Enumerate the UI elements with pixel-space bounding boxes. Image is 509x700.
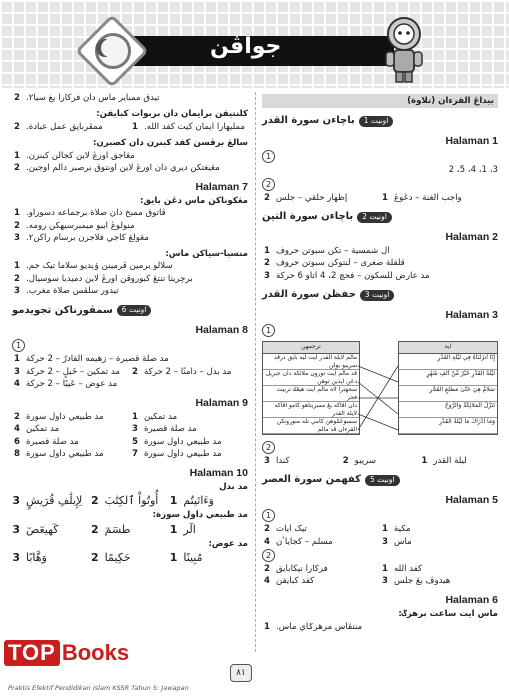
right-column <box>262 92 498 633</box>
matching-tables <box>262 341 498 437</box>
table-row: مالم لايلة القدر ايت ليه بايق درڤد سريبو بولن <box>263 354 359 370</box>
unit-title: باچاءن سورة التين <box>262 211 354 223</box>
halaman-heading: Halaman 2 <box>445 230 498 243</box>
section-heading: منسيا-سياکن ماس: <box>165 248 248 259</box>
section-heading: ماس ايت ساعت برهرݢ: <box>398 609 498 620</box>
table-row: دان اڤاکه يڠ ممبريتاهو کامو اڤاکه لايلة القدر <box>263 402 359 418</box>
list-item: 1 ال شمسية – تکن سبوتن حروف <box>264 245 390 256</box>
unit-title: سمڤورناکن تجويدمو <box>12 304 113 316</box>
list-item: 3 تيدور سلڤس صلاة مغرب. <box>14 286 119 297</box>
list-item: 2 تيدق ممباير ماس دان فركارا يغ سيا۲. <box>14 93 160 103</box>
section-heading: سالڠ برڤسن کفد کبنرن دان کصبرن: <box>92 138 248 149</box>
halaman-heading: Halaman 1 <box>445 134 498 147</box>
unit-title: کفهمن سورة العصر <box>262 474 361 486</box>
table-row: سجهترا لاه مالم ايت هيڠݢ تربيت فجر <box>263 386 359 402</box>
unit-badge: اونيت 2 <box>357 212 392 223</box>
list-item: 3 مڠولڠ کاجي فلاجرن برسام راکن۲. <box>14 233 149 244</box>
question-number-circle: 1 <box>262 150 498 163</box>
unit-heading <box>262 473 498 488</box>
answer-grid: 1 مکية 2 تيک ايات 3 ماس 4 مسلم – کجاياٴن <box>264 524 412 547</box>
verse-table: اية إِنَّا أَنزَلْنَاهُ فِي لَيْلَةِ الْقَدْرِ لَيْلَةُ الْقَدْرِ خَيْرٌ مِّنْ أَلْفِ شَهْرٍ سَلَامٌ هِيَ حَتَّىٰ مَطْلَعِ الْفَجْرِ تَنَزَّلُ الْمَلَائِكَةُ وَالرُّوحُ وَمَا أَدْرَاكَ مَا لَيْلَةُ الْقَدْرِ <box>398 341 498 435</box>
section-heading: مد بدل <box>219 481 248 492</box>
list-item: 2 منولوڠ ايبو ميمبرسيهکن رومه. <box>14 220 135 231</box>
list-item: 2 برچريتا تنتڠ کبوروقن اورڠ لاين دميديا سوسيال. <box>14 273 193 284</box>
list-item: 1 ڤاتوق ممبخ دان صلاة برجماعه دسوراو. <box>14 208 166 219</box>
unit-heading <box>12 304 248 319</box>
subject-bar: بيداڠ القرءان (تلاوة) <box>262 94 498 108</box>
question-number-circle: 2 <box>262 441 498 454</box>
table-row: سسوڠݢوهڽ کامي تله منورونکن القرءان ڤد مالم <box>263 418 359 434</box>
question-number-circle: 1 <box>262 509 498 522</box>
mascot-icon <box>374 12 434 84</box>
table-row: وَمَا أَدْرَاكَ مَا لَيْلَةُ الْقَدْرِ <box>399 418 497 434</box>
sequence-answer: 3، 1، 4، 5، 2 <box>448 165 498 176</box>
halaman-heading: Halaman 7 <box>195 180 248 193</box>
answer-row: 1 الٓر 2 طسٓمٓ 3 كٓهيعٓصٓ <box>12 522 196 536</box>
page-number: ٨١ <box>230 664 252 682</box>
halaman-heading: Halaman 9 <box>195 396 248 409</box>
section-heading: مد عوض: <box>208 538 248 549</box>
table-row: لَيْلَةُ الْقَدْرِ خَيْرٌ مِّنْ أَلْفِ شَهْرٍ <box>399 370 497 386</box>
unit-title: حفظن سورة القدر <box>262 289 356 301</box>
table-row: ڤد مالم ايت تورون ملائكة دان جبريل دڠن ايذين توهن <box>263 370 359 386</box>
unit-badge: اونيت 3 <box>360 290 395 301</box>
halaman-heading: Halaman 10 <box>189 466 248 479</box>
list-item: 3 مد عارض للسکون – فحچ 2، 4 اتاو 6 حرکة <box>264 270 430 281</box>
section-heading: کلنتيقن برايمان دان بربوات کبايقن: <box>96 109 248 120</box>
crescent-moon-icon <box>101 39 119 57</box>
answer-row: 1 ليلة القدر 2 سريبو 3 کندا <box>264 455 467 466</box>
answer-grid: 1 کفد الله 2 فرکارا نيکابايق 3 هيدوڤ يڠ جلس 4 کفد کبايقن <box>264 563 451 587</box>
question-number-circle: 2 <box>262 178 498 191</box>
table-row: سَلَامٌ هِيَ حَتَّىٰ مَطْلَعِ الْفَجْرِ <box>399 386 497 402</box>
table-row: تَنَزَّلُ الْمَلَائِكَةُ وَالرُّوحُ <box>399 402 497 418</box>
unit-heading <box>262 114 498 129</box>
column-divider <box>255 92 256 652</box>
answer-row: 1 واجب الغنة – دڠوڠ 2 إظهار حلقي – جلس <box>264 192 462 203</box>
list-item: 2 قلقلة صغرى – لنتوکن سبوتن حروف <box>264 258 405 269</box>
unit-title: باچاءن سورة القدر <box>262 115 355 127</box>
section-heading: مڠکوناکن ماس دڠن بايق: <box>139 195 248 206</box>
answer-row: 2 مد بدل – دامنًا – 2 حرکة 3 مد تمکين – خَيلٍ – 2 حرکة <box>14 366 232 377</box>
unit-heading <box>262 210 498 225</box>
section-heading: مد طبيعي داول سورة: <box>152 510 248 521</box>
list-item: 4 مد عوض – عَيبًا – 2 حرکة <box>14 379 118 390</box>
answer-row: 1 وَءَاتَيتُم 2 أُوتُواْ ٱلكِتَٰبَ 3 لِإِيلَٰفِ قُرَيشٍ <box>12 494 214 508</box>
question-number-circle: 1 <box>262 324 498 337</box>
list-item: 1 مڠاجق اورڠ لاين کجالن کبنرن. <box>14 150 135 161</box>
question-number-circle: 1 <box>12 339 248 352</box>
left-column <box>12 92 248 566</box>
unit-badge: اونيت 6 <box>117 305 152 316</box>
list-item: 1 مد صلة قصيرة – زهيمه القادرُ – 2 حرکة <box>14 354 169 365</box>
halaman-heading: Halaman 6 <box>445 593 498 606</box>
list-item: 1 سلالو برمين ڤرمينن ۏيديو سلاما تيک جم. <box>14 261 173 272</box>
halaman-heading: Halaman 5 <box>445 493 498 506</box>
unit-badge: اونيت 1 <box>359 116 394 127</box>
answer-row: 1 مُبِينًا 2 حَكِيمًا 3 وَهَّابًا <box>12 551 203 565</box>
list-item: 2 مڠيغتکن ديري دان اورڠ لاين اونتوق برصبر دالم اوجين. <box>14 163 220 174</box>
page-title: جواڤن <box>210 34 282 59</box>
halaman-heading: Halaman 3 <box>445 308 498 321</box>
halaman-heading: Halaman 8 <box>195 324 248 337</box>
table-row: إِنَّا أَنزَلْنَاهُ فِي لَيْلَةِ الْقَدْرِ <box>399 354 497 370</box>
answer-grid: 1 مد تمکين 2 مد طبيعي داول سورة 3 مد صلة قصيرة 4 مد تمکين 5 مد طبيعي داول سورة 6 مد صلة قصيرة 7 مد طبيعي داول سورة 8 مد طبيعي داول سورة <box>14 411 222 460</box>
list-item: 1 منتڤاس مرهرݢاي ماس. <box>264 621 363 632</box>
translation-table: ترجمهن مالم لايلة القدر ايت ليه بايق درڤد سريبو بولن ڤد مالم ايت تورون ملائكة دان جبريل دڠن ايذين توهن سجهترا لاه مالم ايت هيڠݢ تربيت فجر دان اڤاکه يڠ ممبريتاهو کامو اڤاکه لايلة القدر سسوڠݢوهڽ کامي تله منورونکن القرءان ڤد مالم <box>262 341 360 435</box>
unit-heading <box>262 288 498 303</box>
question-number-circle: 2 <box>262 549 498 562</box>
publisher-logo: TOP Books <box>4 640 129 666</box>
unit-badge: اونيت 5 <box>365 475 400 486</box>
footer-caption: Praktis Efektif Pendidikan Islam KSSR Tahun 5: Jawapan <box>8 684 189 692</box>
answer-row: 1 ممليهارا ايمان کيت کفد الله. 2 ممڤرباڽق عمل عبادة. <box>14 121 245 132</box>
